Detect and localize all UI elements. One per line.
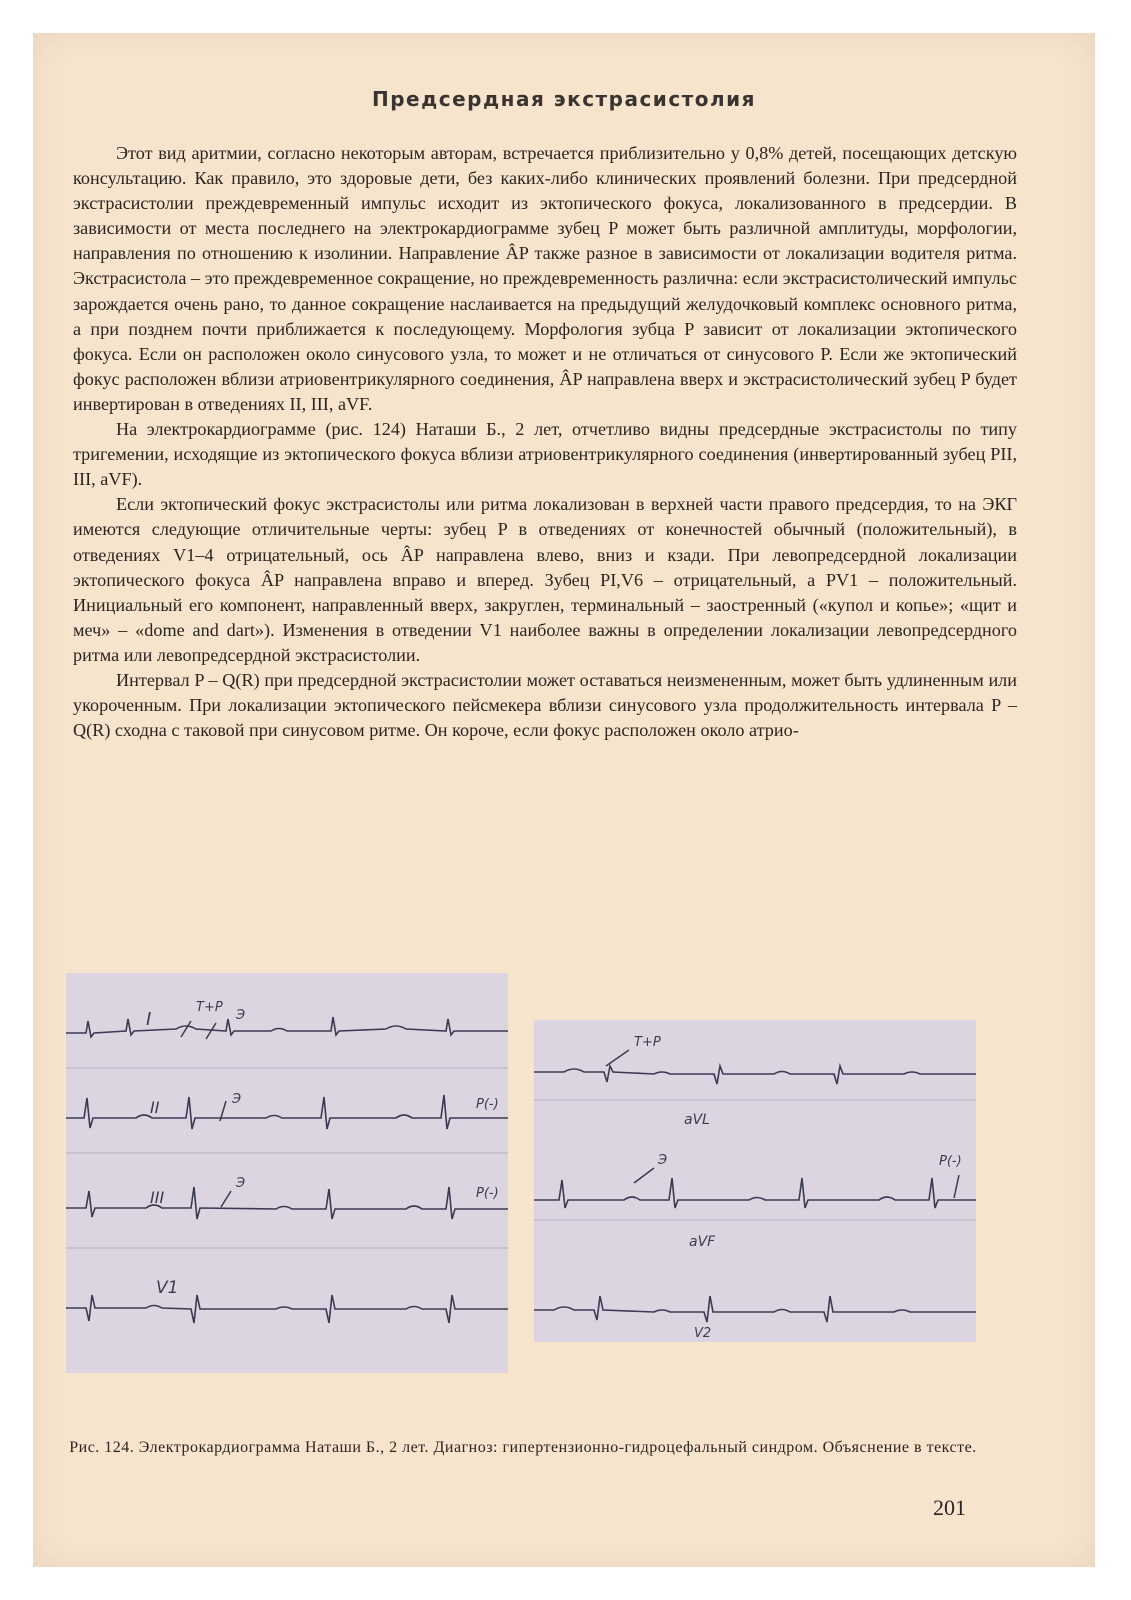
ecg-trace-lead-V2 — [534, 1296, 976, 1322]
ecg-trace-lead-aVL — [534, 1066, 976, 1084]
ecg-trace-lead-III — [66, 1187, 508, 1219]
annotation-extrasystole-right: Э — [658, 1153, 668, 1168]
ecg-left-svg — [66, 973, 508, 1373]
figure-caption: Рис. 124. Электрокардиограмма Наташи Б., 2 лет. Диагноз: гипертензионно-гидроцефальный синдром. Объяснение в тексте. — [69, 1439, 977, 1456]
paragraph-4: Интервал P – Q(R) при предсердной экстрасистолии может оставаться неизмененным, может быть удлиненным или укороченным. При локализации эктопического пейсмекера вблизи синусового узла продолжительность интервала P – Q(R) сходна с таковой при синусовом ритме. Он короче, если фокус расположен около атрио- — [73, 669, 1017, 741]
annotation-extrasystole-3: Э — [236, 1176, 246, 1191]
section-title: Предсердная экстрасистолия — [371, 87, 757, 111]
ecg-trace-lead-II — [66, 1095, 508, 1129]
annotation-extrasystole-1: Э — [236, 1008, 246, 1023]
ecg-figure-right — [534, 1020, 976, 1342]
lead-label-II: II — [150, 1098, 160, 1117]
lead-label-III: III — [150, 1188, 165, 1207]
annotation-p-negative-1: P(-) — [476, 1097, 499, 1112]
ecg-figure-left — [66, 973, 508, 1373]
ecg-trace-lead-aVF — [534, 1178, 976, 1208]
annotation-t-plus-p-right: T+P — [634, 1035, 661, 1050]
lead-label-aVL: aVL — [684, 1112, 710, 1128]
paragraph-1: Этот вид аритмии, согласно некоторым авторам, встречается приблизительно у 0,8% детей, посещающих детскую консультацию. Как правило, это здоровые дети, без каких-либо клинических проявлений болезни. При предсердной экстрасистолии преждевременный импульс исходит из эктопического фокуса, локализованного в предсердии. В зависимости от места последнего на электрокардиограмме зубец P может быть различной амплитуды, морфологии, направления по отношению к изолинии. Направление ÂP также разное в зависимости от локализации водителя ритма. Экстрасистола – это преждевременное сокращение, но преждевременность различна: если экстрасистолический импульс зарождается очень рано, то данное сокращение наслаивается на предыдущий желудочковый комплекс основного ритма, а при позднем почти приближается к последующему. Морфология зубца P зависит от локализации эктопического фокуса. Если он расположен около синусового узла, то может и не отличаться от синусового P. Если же эктопический фокус расположен вблизи атриовентрикулярного соединения, ÂP направлена вверх и экстрасистолический зубец P будет инвертирован в отведениях II, III, aVF. — [73, 143, 1017, 414]
paragraph-2: На электрокардиограмме (рис. 124) Наташи Б., 2 лет, отчетливо видны предсердные экстрасистолы по типу тригемении, исходящие из эктопического фокуса вблизи атриовентрикулярного соединения (инвертированный зубец PII, III, aVF). — [73, 419, 1017, 490]
annotation-p-negative-right: P(-) — [939, 1154, 962, 1169]
annotation-extrasystole-2: Э — [232, 1092, 242, 1107]
book-page — [33, 33, 1095, 1567]
ecg-trace-lead-I — [66, 1017, 508, 1037]
annotation-p-negative-2: P(-) — [476, 1186, 499, 1201]
lead-label-V2: V2 — [694, 1326, 712, 1341]
paragraph-3: Если эктопический фокус экстрасистолы или ритма локализован в верхней части правого предсердия, то на ЭКГ имеются следующие отличительные черты: зубец P в отведениях от конечностей обычный (положительный), в отведениях V1–4 отрицательный, ось ÂP направлена влево, вниз и кзади. При левопредсердной локализации эктопического фокуса ÂP направлена вправо и вперед. Зубец PI,V6 – отрицательный, а PV1 – положительный. Инициальный его компонент, направленный вверх, закруглен, терминальный – заостренный («купол и копье»; «щит и меч» – «dome and dart»). Изменения в отведении V1 наиболее важны в определении локализации левопредсердного ритма или левопредсердной экстрасистолии. — [73, 494, 1017, 665]
lead-label-V1: V1 — [156, 1278, 179, 1298]
ecg-trace-lead-V1 — [66, 1295, 508, 1323]
lead-label-aVF: aVF — [689, 1234, 716, 1250]
ecg-right-svg — [534, 1020, 976, 1342]
body-text — [73, 141, 1017, 743]
annotation-t-plus-p: T+P — [196, 1000, 223, 1015]
page-number: 201 — [933, 1495, 966, 1520]
lead-label-I: I — [146, 1009, 152, 1030]
